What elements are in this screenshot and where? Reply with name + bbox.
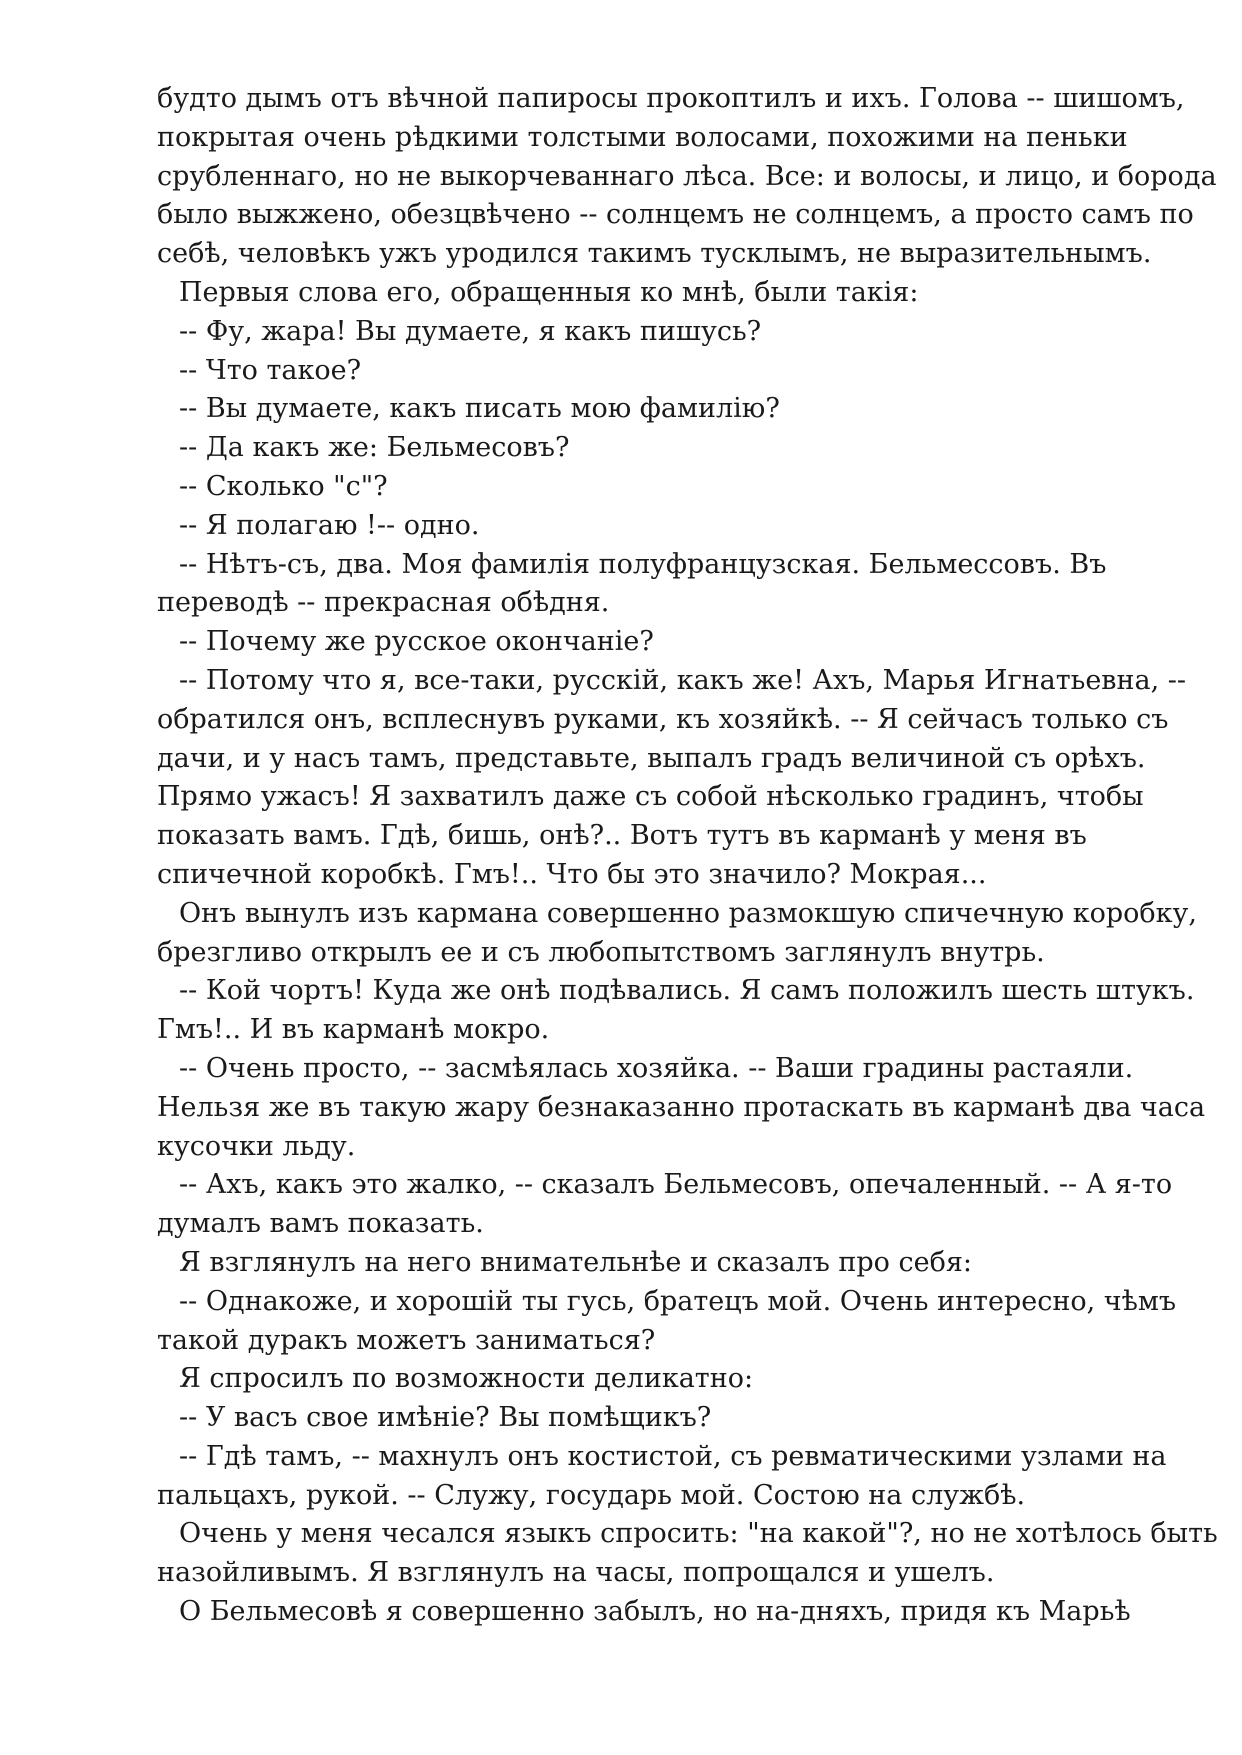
text-line: будто дымъ отъ вѣчной папиросы прокоптилъ и ихъ. Голова -- шишомъ,	[157, 83, 1185, 114]
text-line: думалъ вамъ показать.	[157, 1208, 484, 1240]
text-line: кусочки льду.	[157, 1130, 356, 1162]
text-line: Я взглянулъ на него внимательнѣе и сказалъ про себя:	[179, 1246, 972, 1278]
text-line: пальцахъ, рукой. -- Служу, государь мой. Состою на службѣ.	[157, 1479, 1026, 1511]
text-line: Прямо ужасъ! Я захватилъ даже съ собой нѣсколько градинъ, чтобы	[157, 781, 1144, 813]
text-line: -- У васъ свое имѣніе? Вы помѣщикъ?	[179, 1402, 712, 1434]
text-line: -- Да какъ же: Бельмесовъ?	[179, 432, 570, 464]
text-line: -- Кой чортъ! Куда же онѣ подѣвались. Я самъ положилъ шесть штукъ.	[179, 975, 1195, 1007]
text-line: -- Я полагаю !-- одно.	[179, 509, 480, 541]
text-line: -- Гдѣ тамъ, -- махнулъ онъ костистой, съ ревматическими узлами на	[179, 1440, 1167, 1472]
text-line: спичечной коробкѣ. Гмъ!.. Что бы это значило? Мокрая...	[157, 858, 987, 890]
text-line: -- Вы думаете, какъ писать мою фамилію?	[179, 393, 780, 425]
text-line: -- Потому что я, все-таки, русскій, какъ же! Ахъ, Марья Игнатьевна, --	[179, 664, 1187, 696]
text-line: -- Фу, жара! Вы думаете, я какъ пишусь?	[179, 315, 762, 347]
text-line: О Бельмесовѣ я совершенно забылъ, но на-дняхъ, придя къ Марьѣ	[179, 1596, 1131, 1628]
text-line: такой дуракъ можетъ заниматься?	[157, 1324, 656, 1356]
text-line: Гмъ!.. И въ карманѣ мокро.	[157, 1014, 550, 1046]
text-line: покрытая очень рѣдкими толстыми волосами, похожими на пеньки	[157, 121, 1128, 153]
document-page	[157, 80, 1218, 1632]
text-line: -- Однакоже, и хорошій ты гусь, братецъ мой. Очень интересно, чѣмъ	[179, 1285, 1177, 1317]
text-line: показать вамъ. Гдѣ, бишь, онѣ?.. Вотъ тутъ въ карманѣ у меня въ	[157, 820, 1087, 852]
text-line: обратился онъ, всплеснувъ руками, къ хозяйкѣ. -- Я сейчасъ только съ	[157, 703, 1169, 735]
text-line: дачи, и у насъ тамъ, представьте, выпалъ градъ величиной съ орѣхъ.	[157, 742, 1146, 774]
text-line: -- Нѣтъ-съ, два. Моя фамилія полуфранцузская. Бельмессовъ. Въ	[179, 548, 1107, 580]
text-line: -- Очень просто, -- засмѣялась хозяйка. -- Ваши градины растаяли.	[179, 1052, 1134, 1084]
text-line: Онъ вынулъ изъ кармана совершенно размокшую спичечную коробку,	[179, 897, 1197, 929]
text-line: Нельзя же въ такую жару безнаказанно протаскать въ карманѣ два часа	[157, 1091, 1206, 1123]
text-line: Я спросилъ по возможности деликатно:	[179, 1363, 754, 1395]
text-line: себѣ, человѣкъ ужъ уродился такимъ тусклымъ, не выразительнымъ.	[157, 238, 1152, 270]
text-line: переводѣ -- прекрасная обѣдня.	[157, 587, 610, 619]
text-line: -- Почему же русское окончаніе?	[179, 626, 654, 658]
text-line: брезгливо открылъ ее и съ любопытствомъ заглянулъ внутрь.	[157, 936, 1045, 968]
text-line: -- Что такое?	[179, 354, 362, 386]
text-line: срубленнаго, но не выкорчеваннаго лѣса. Все: и волосы, и лицо, и борода	[157, 160, 1217, 192]
text-line: Очень у меня чесался языкъ спросить: "на какой"?, но не хотѣлось быть	[179, 1518, 1218, 1550]
text-line: было выжжено, обезцвѣчено -- солнцемъ не солнцемъ, а просто самъ по	[157, 199, 1194, 231]
text-line: -- Ахъ, какъ это жалко, -- сказалъ Бельмесовъ, опечаленный. -- А я-то	[179, 1169, 1173, 1201]
text-line: назойливымъ. Я взглянулъ на часы, попрощался и ушелъ.	[157, 1557, 995, 1589]
text-line: Первыя слова его, обращенныя ко мнѣ, были такія:	[179, 276, 919, 308]
text-line: -- Сколько "с"?	[179, 470, 388, 502]
